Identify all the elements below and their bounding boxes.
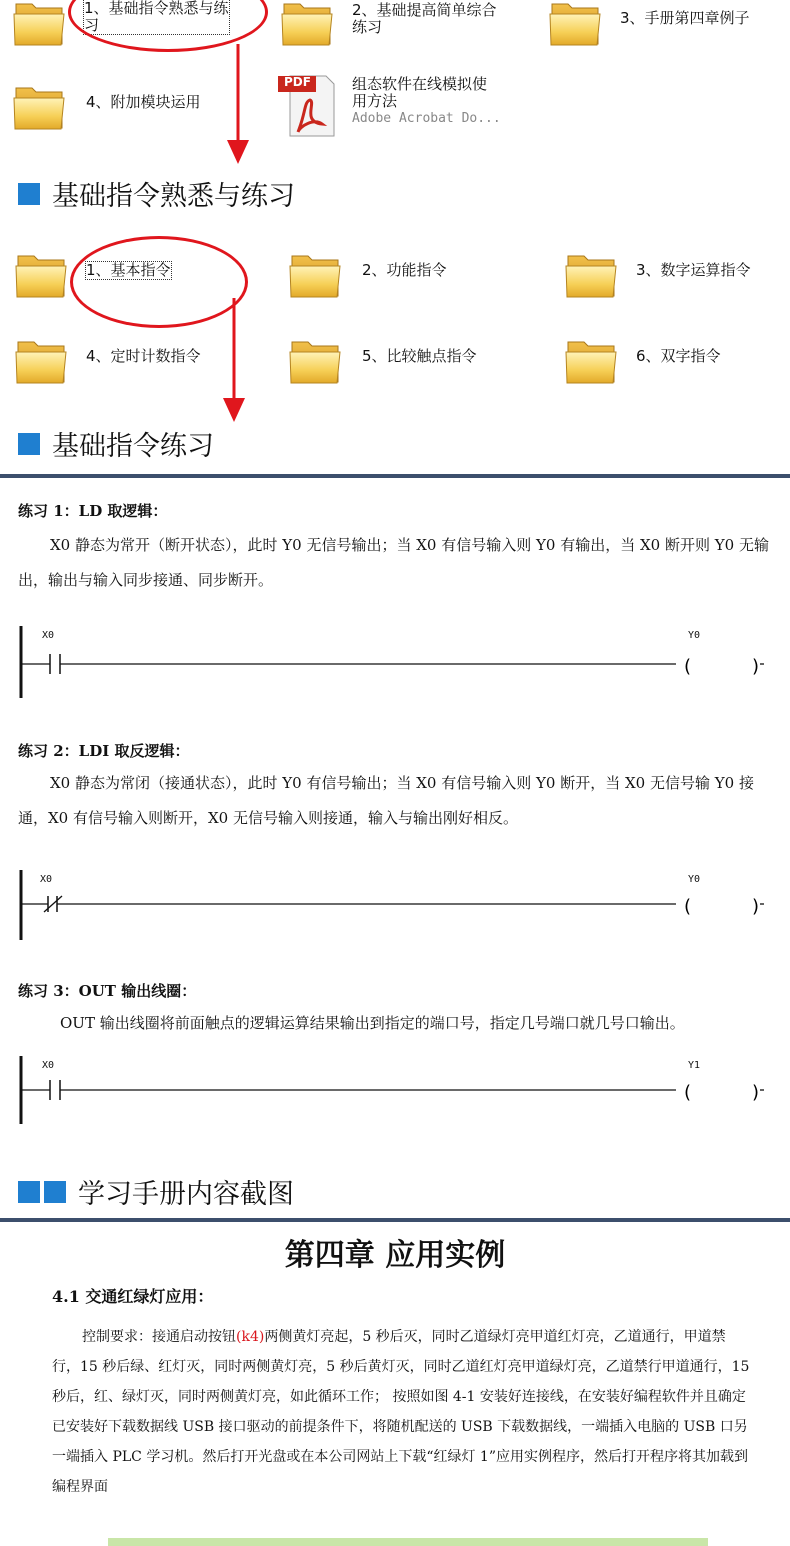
folder-icon: [288, 334, 344, 386]
section-title-text: 基础指令练习: [52, 431, 214, 462]
folder-label: 3、数字运算指令: [636, 261, 751, 279]
folder-label-line2: 练习: [352, 18, 383, 36]
pdf-file-type: Adobe Acrobat Do...: [352, 111, 501, 126]
svg-text:): ): [752, 896, 760, 917]
highlight-key: (k4): [236, 1329, 265, 1345]
folder-label: 3、手册第四章例子: [620, 9, 750, 27]
folder-icon: [288, 248, 344, 300]
pdf-label-line2: 用方法: [352, 92, 398, 110]
folder-label: 2、功能指令: [362, 261, 447, 279]
pdf-label-line1: 组态软件在线模拟使: [352, 75, 488, 93]
folder-label: 6、双字指令: [636, 347, 721, 365]
contact-label: X0: [40, 874, 53, 885]
coil-label: Y0: [688, 874, 701, 885]
exercise-2-body: X0 静态为常闭（接通状态），此时 Y0 有信号输出；当 X0 有信号输入则 Y0 断开，当 X0 无信号输 Y0 接通，X0 有信号输入则断开，X0 无信号输入则接通，输入与输出刚好相反。: [18, 774, 754, 827]
screenshot-strip: [108, 1538, 708, 1546]
blue-square-icon: [44, 1181, 66, 1203]
folder-label: 4、定时计数指令: [86, 347, 201, 365]
svg-text:(: (: [684, 656, 692, 677]
folder-label-line1: 1、基础指令熟悉与练: [84, 0, 229, 17]
folder-icon: [280, 0, 336, 48]
red-arrow: [220, 298, 248, 426]
section-title-basic-practice: [18, 424, 214, 463]
divider: [0, 1218, 790, 1222]
folder-icon: [564, 248, 620, 300]
blue-square-icon: [18, 183, 40, 205]
folder-icon: [14, 334, 70, 386]
svg-text:(: (: [684, 896, 692, 917]
exercise-2-title: 练习 2：LDI 取反逻辑：: [18, 742, 190, 760]
svg-text:): ): [752, 1082, 760, 1103]
svg-text:): ): [752, 656, 760, 677]
contact-label: X0: [42, 1060, 55, 1071]
pdf-badge: PDF: [284, 75, 311, 89]
coil-label: Y1: [688, 1060, 701, 1071]
paragraph-text: 控制要求：接通启动按钮: [82, 1329, 236, 1345]
folder-label-line2: 习: [84, 16, 100, 34]
manual-paragraph: [52, 1322, 752, 1502]
red-arrow: [224, 44, 252, 168]
section-title-text: 基础指令熟悉与练习: [52, 181, 295, 212]
divider: [0, 474, 790, 478]
coil-label: Y0: [688, 630, 701, 641]
folder-icon: [564, 334, 620, 386]
section-title-text: 学习手册内容截图: [78, 1179, 294, 1210]
blue-square-icon: [18, 433, 40, 455]
folder-icon: [548, 0, 604, 48]
exercise-3-title: 练习 3：OUT 输出线圈：: [18, 982, 197, 1000]
exercise-3-body: OUT 输出线圈将前面触点的逻辑运算结果输出到指定的端口号，指定几号端口就几号口输出。: [60, 1014, 685, 1032]
folder-label: 5、比较触点指令: [362, 347, 477, 365]
section-title-manual: [18, 1172, 294, 1211]
folder-label-line1: 2、基础提高简单综合: [352, 1, 497, 19]
contact-label: X0: [42, 630, 55, 641]
chapter-title: 第四章 应用实例: [284, 1238, 506, 1273]
section-title-basic-familiar: [18, 174, 295, 213]
ladder-diagram-1: [0, 620, 790, 704]
exercise-1-title: 练习 1：LD 取逻辑：: [18, 502, 168, 520]
blue-square-icon: [18, 1181, 40, 1203]
section-heading: 4.1 交通红绿灯应用：: [52, 1287, 214, 1306]
folder-icon: [14, 248, 70, 300]
folder-label: 1、基本指令: [86, 261, 171, 279]
svg-text:(: (: [684, 1082, 692, 1103]
exercise-1-body: X0 静态为常开（断开状态），此时 Y0 无信号输出；当 X0 有信号输入则 Y0 有输出，当 X0 断开则 Y0 无输出，输出与输入同步接通、同步断开。: [18, 536, 769, 589]
ladder-diagram-3: [0, 1052, 790, 1128]
folder-icon: [12, 80, 68, 132]
folder-icon: [12, 0, 68, 48]
paragraph-text: 两侧黄灯亮起，5 秒后灭，同时乙道绿灯亮甲道红灯亮，乙道通行，甲道禁行，15 秒后绿、红灯灭，同时两侧黄灯亮，5 秒后黄灯灭，同时乙道红灯亮甲道绿灯亮，乙道禁行甲道通行，15 秒后，红、绿灯灭，同时两侧黄灯亮，如此循环工作； 按照如图 4-1 安装好连接线，在安装好编程软件并且确定已安装好下载数据线 USB 接口驱动的前提条件下，将随机配送的 USB 下载数据线，一端插入电脑的 USB 口另一端插入 PLC 学习机。然后打开光盘或在本公司网站上下载“红绿灯 1”应用实例程序，然后打开程序将其加载到编程界面: [52, 1329, 750, 1495]
folder-label: 4、附加模块运用: [86, 93, 201, 111]
ladder-diagram-2: [0, 866, 790, 942]
